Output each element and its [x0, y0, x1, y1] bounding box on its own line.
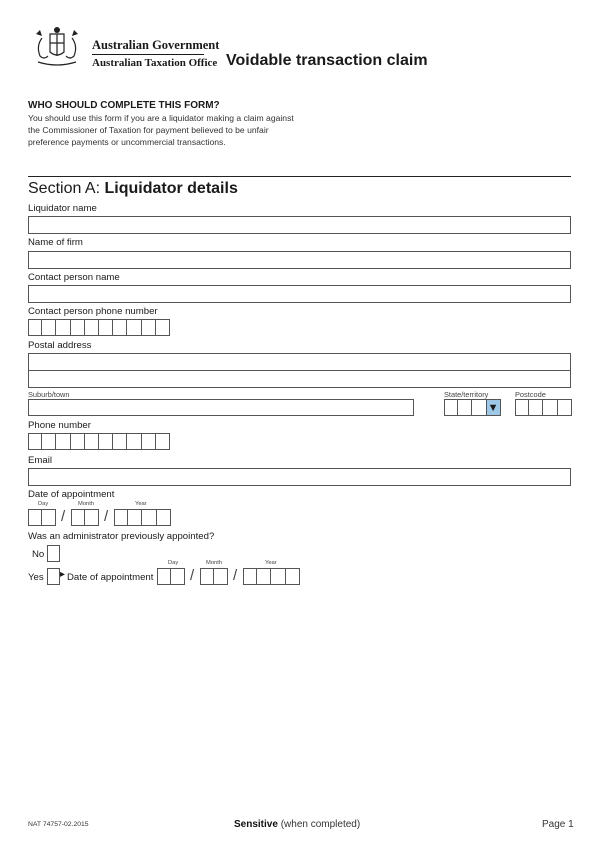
- state-select[interactable]: [444, 399, 501, 416]
- firm-name-label: Name of firm: [28, 237, 83, 248]
- digit-box[interactable]: [127, 319, 141, 336]
- digit-box[interactable]: [28, 319, 42, 336]
- firm-name-input[interactable]: [28, 251, 571, 269]
- page-number: Page 1: [542, 819, 574, 830]
- liquidator-name-label: Liquidator name: [28, 203, 97, 214]
- form-code: NAT 74757-02.2015: [28, 821, 89, 828]
- digit-box[interactable]: [99, 433, 113, 450]
- form-title: Voidable transaction claim: [226, 52, 428, 69]
- state-box[interactable]: [472, 399, 486, 416]
- digit-box[interactable]: [28, 433, 42, 450]
- section-name: Liquidator details: [104, 180, 238, 197]
- phone-boxes[interactable]: [28, 433, 170, 450]
- digit-box[interactable]: [156, 433, 170, 450]
- digit-box[interactable]: [28, 509, 42, 526]
- section-title: [28, 180, 238, 198]
- digit-box[interactable]: [543, 399, 557, 416]
- postal-address-line1[interactable]: [28, 353, 571, 371]
- email-label: Email: [28, 455, 52, 466]
- digit-box[interactable]: [85, 433, 99, 450]
- contact-phone-label: Contact person phone number: [28, 306, 158, 317]
- digit-box[interactable]: [157, 509, 171, 526]
- sensitive-word: Sensitive: [234, 819, 278, 830]
- sensitive-note: (when completed): [277, 819, 361, 830]
- digit-box[interactable]: [157, 568, 171, 585]
- date-appointment-label: Date of appointment: [28, 489, 115, 500]
- date-separator: /: [233, 567, 238, 584]
- digit-box[interactable]: [271, 568, 285, 585]
- date-separator: /: [104, 508, 109, 525]
- month-label: Month: [206, 560, 223, 566]
- phone-label: Phone number: [28, 420, 91, 431]
- digit-box[interactable]: [56, 319, 70, 336]
- digit-box[interactable]: [85, 509, 99, 526]
- yes-date-label: Date of appointment: [67, 572, 154, 583]
- no-label: No: [32, 549, 45, 560]
- month-label: Month: [78, 501, 95, 507]
- day-label: Day: [168, 560, 179, 566]
- suburb-label: Suburb/town: [28, 390, 70, 399]
- appointment-day-boxes[interactable]: [28, 509, 56, 526]
- digit-box[interactable]: [171, 568, 185, 585]
- admin-month-boxes[interactable]: [200, 568, 228, 585]
- government-name: Australian Government: [92, 38, 220, 52]
- admin-day-boxes[interactable]: [157, 568, 185, 585]
- digit-box[interactable]: [558, 399, 572, 416]
- digit-box[interactable]: [71, 433, 85, 450]
- digit-box[interactable]: [71, 509, 85, 526]
- yes-label: Yes: [28, 572, 44, 583]
- year-label: Year: [265, 560, 277, 566]
- digit-box[interactable]: [142, 319, 156, 336]
- year-label: Year: [135, 501, 147, 507]
- digit-box[interactable]: [99, 319, 113, 336]
- digit-box[interactable]: [128, 509, 142, 526]
- digit-box[interactable]: [113, 319, 127, 336]
- digit-box[interactable]: [142, 509, 156, 526]
- digit-box[interactable]: [243, 568, 257, 585]
- suburb-input[interactable]: [28, 399, 414, 416]
- digit-box[interactable]: [286, 568, 300, 585]
- digit-box[interactable]: [56, 433, 70, 450]
- yes-checkbox[interactable]: [47, 568, 60, 585]
- digit-box[interactable]: [529, 399, 543, 416]
- chevron-down-icon[interactable]: ▼: [487, 399, 501, 416]
- digit-box[interactable]: [156, 319, 170, 336]
- agency-name: Australian Taxation Office: [92, 57, 218, 69]
- digit-box[interactable]: [257, 568, 271, 585]
- header-divider: [92, 54, 204, 55]
- date-separator: /: [190, 567, 195, 584]
- admin-year-boxes[interactable]: [243, 568, 300, 585]
- postcode-label: Postcode: [515, 390, 546, 399]
- digit-box[interactable]: [85, 319, 99, 336]
- digit-box[interactable]: [127, 433, 141, 450]
- day-label: Day: [38, 501, 49, 507]
- contact-name-input[interactable]: [28, 285, 571, 303]
- postal-address-label: Postal address: [28, 340, 92, 351]
- liquidator-name-input[interactable]: [28, 216, 571, 234]
- state-box[interactable]: [444, 399, 458, 416]
- appointment-year-boxes[interactable]: [114, 509, 171, 526]
- arrow-right-icon: ▸: [60, 569, 66, 580]
- digit-box[interactable]: [42, 509, 56, 526]
- digit-box[interactable]: [114, 509, 128, 526]
- no-checkbox[interactable]: [47, 545, 60, 562]
- state-label: State/territory: [444, 390, 489, 399]
- appointment-month-boxes[interactable]: [71, 509, 99, 526]
- date-separator: /: [61, 508, 66, 525]
- section-divider: [28, 176, 571, 177]
- contact-phone-boxes[interactable]: [28, 319, 170, 336]
- intro-heading: WHO SHOULD COMPLETE THIS FORM?: [28, 100, 220, 111]
- digit-box[interactable]: [142, 433, 156, 450]
- intro-text: You should use this form if you are a liquidator making a claim against the Commissioner of Taxation for payment believed to be unfair preference payments or uncommercial transactions.: [28, 113, 294, 147]
- digit-box[interactable]: [200, 568, 214, 585]
- admin-question: Was an administrator previously appointed?: [28, 531, 215, 542]
- sensitivity-marking: [234, 819, 360, 830]
- digit-box[interactable]: [113, 433, 127, 450]
- digit-box[interactable]: [42, 433, 56, 450]
- digit-box[interactable]: [42, 319, 56, 336]
- digit-box[interactable]: [71, 319, 85, 336]
- state-box[interactable]: [458, 399, 472, 416]
- contact-name-label: Contact person name: [28, 272, 120, 283]
- email-input[interactable]: [28, 468, 571, 486]
- postcode-boxes[interactable]: [515, 399, 572, 416]
- postal-address-line2[interactable]: [28, 370, 571, 388]
- section-prefix: Section A:: [28, 180, 105, 197]
- coat-of-arms-logo: [28, 26, 86, 70]
- digit-box[interactable]: [515, 399, 529, 416]
- digit-box[interactable]: [214, 568, 228, 585]
